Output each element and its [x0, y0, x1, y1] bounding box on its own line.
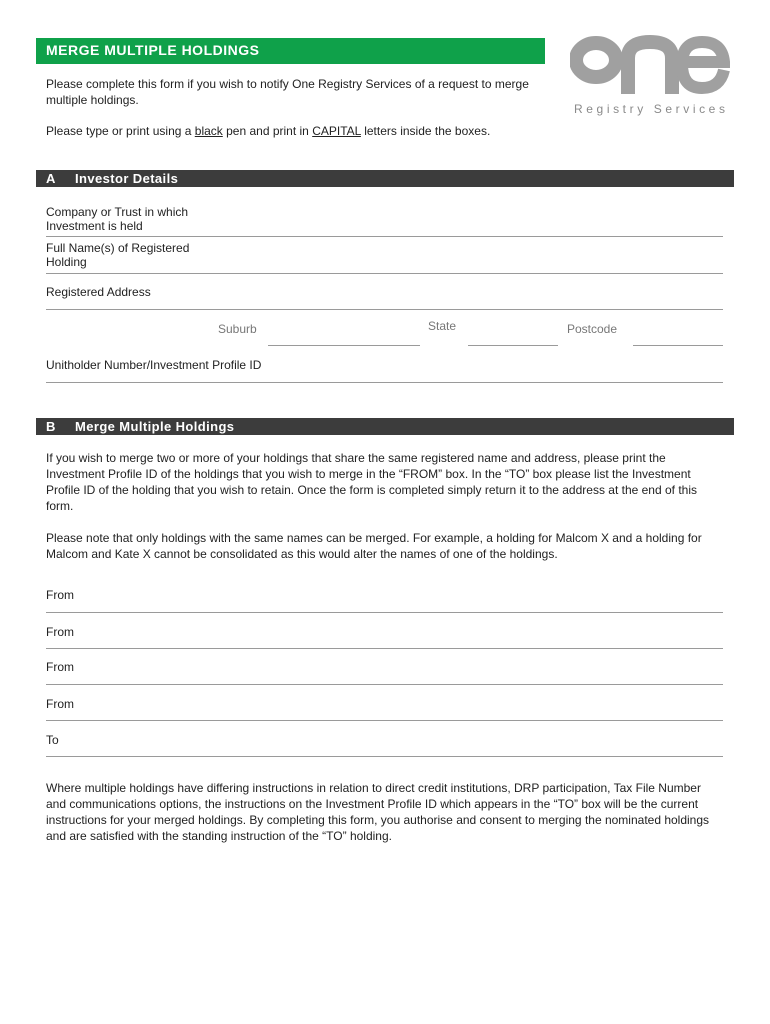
form-title: MERGE MULTIPLE HOLDINGS: [46, 42, 260, 58]
postcode-label: Postcode: [567, 322, 618, 336]
fullname-label: Full Name(s) of Registered Holding: [46, 241, 190, 269]
instruction-mid: pen and print in: [222, 124, 313, 138]
address-line: [46, 309, 723, 310]
from-field-3[interactable]: [100, 665, 720, 681]
fullname-line: [46, 273, 723, 274]
company-field[interactable]: [220, 216, 720, 232]
from-line-1: [46, 612, 723, 613]
from-field-2[interactable]: [100, 629, 720, 645]
section-b-title: Merge Multiple Holdings: [75, 419, 235, 434]
instruction-text: [46, 123, 566, 139]
company-line: [46, 236, 723, 237]
state-line: [468, 345, 558, 346]
company-label: Company or Trust in which Investment is held: [46, 205, 189, 233]
unitholder-label: Unitholder Number/Investment Profile ID: [46, 358, 262, 372]
unitholder-line: [46, 382, 723, 383]
section-a-letter: A: [46, 171, 56, 186]
from-label-1: From: [46, 588, 74, 602]
from-line-3: [46, 684, 723, 685]
merge-note: Please note that only holdings with the same names can be merged. For example, a holding for Malcom X and a holding for Malcom and Kate X cannot be consolidated as this would alter the names of one of the holdings.: [46, 531, 702, 561]
unitholder-field[interactable]: [300, 363, 720, 379]
to-line: [46, 756, 723, 757]
from-label-3: From: [46, 660, 74, 674]
suburb-line: [268, 345, 420, 346]
from-line-2: [46, 648, 723, 649]
suburb-field[interactable]: [270, 327, 418, 343]
postcode-field[interactable]: [635, 327, 721, 343]
from-label-4: From: [46, 697, 74, 711]
intro-text: Please complete this form if you wish to notify One Registry Services of a request to merge multiple holdings.: [46, 77, 529, 107]
fullname-field[interactable]: [220, 254, 720, 270]
state-label: State: [428, 319, 457, 333]
postcode-line: [633, 345, 723, 346]
instruction-post: letters inside the boxes.: [360, 124, 491, 138]
suburb-label: Suburb: [218, 322, 257, 336]
one-registry-logo: [570, 22, 730, 107]
instruction-pre: Please type or print using a: [46, 124, 195, 138]
footer-text: Where multiple holdings have differing instructions in relation to direct credit institutions, DRP participation, Tax File Number and communications options, the instructions on the Investment Profile ID which appears in the “TO” box will be the current instructions for your merged holdings. By completing this form, you authorise and consent to merging the nominated holdings and are satisfied with the standing instruction of the “TO” holding.: [46, 781, 710, 843]
instruction-black: black: [194, 124, 223, 138]
from-field-1[interactable]: [100, 593, 720, 609]
address-field[interactable]: [220, 290, 720, 306]
to-label: To: [46, 733, 59, 747]
from-field-4[interactable]: [100, 701, 720, 717]
instruction-capital: CAPITAL: [312, 124, 361, 138]
section-b-letter: B: [46, 419, 56, 434]
state-field[interactable]: [470, 327, 556, 343]
from-line-4: [46, 720, 723, 721]
logo-subtitle: Registry Services: [574, 102, 729, 116]
merge-instructions: If you wish to merge two or more of your holdings that share the same registered name and address, please print the Investment Profile ID of the holdings that you wish to merge in the “FROM” box. In the “TO” box please list the Investment Profile ID of the holding that you wish to retain. Once the form is completed simply return it to the address at the end of this form.: [46, 451, 697, 513]
to-field[interactable]: [100, 737, 720, 753]
section-a-title: Investor Details: [75, 171, 179, 186]
from-label-2: From: [46, 625, 74, 639]
address-label: Registered Address: [46, 285, 151, 299]
